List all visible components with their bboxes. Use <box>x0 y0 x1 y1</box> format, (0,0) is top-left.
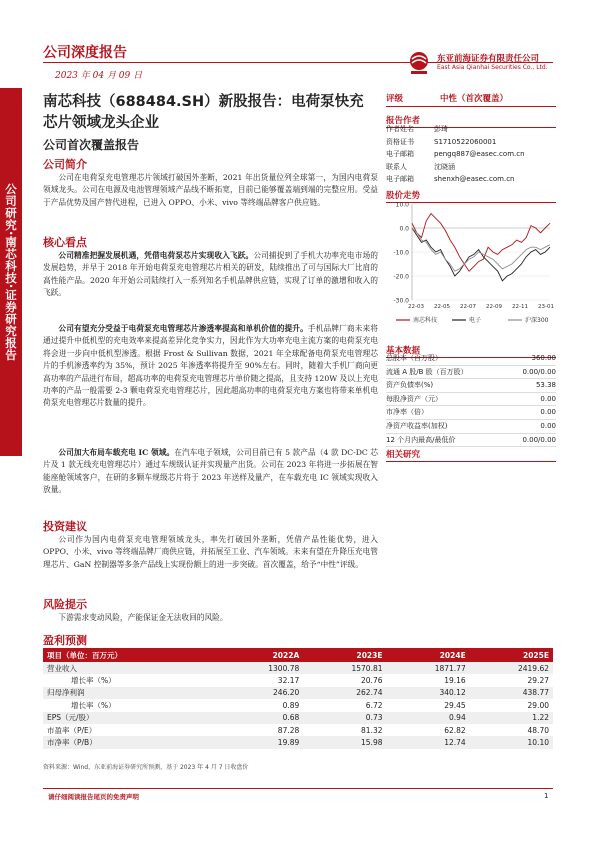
basic-data-key: 流通 A 股/B 股（百万股） <box>386 367 468 376</box>
basic-data-key: 净资产收益率(加权) <box>386 421 448 430</box>
basic-data-value: 0.00/0.00 <box>522 367 556 376</box>
forecast-cell: 29.00 <box>527 700 549 710</box>
table-row <box>43 674 553 686</box>
chart-series-line <box>412 214 550 272</box>
forecast-cell: 81.32 <box>361 725 383 735</box>
risk-paragraph: 下游需求变动风险，产能保证金无法收回的风险。 <box>58 613 228 622</box>
rating-label: 评级 <box>386 94 404 104</box>
chart-y-tick-label: -30.0 <box>393 297 409 305</box>
basic-data-key: 资产负债率(%) <box>386 381 434 390</box>
forecast-cell: 2419.62 <box>470 662 553 674</box>
author-value: shenxh@easec.com.cn <box>434 175 515 184</box>
basic-data-value: 0.00 <box>540 394 556 403</box>
forecast-cell: 6.72 <box>365 700 383 710</box>
basic-data-value: 0.00/0.00 <box>522 435 556 444</box>
chart-series-line <box>412 228 550 271</box>
basic-data-value: 0.00 <box>540 421 556 430</box>
forecast-cell: 0.94 <box>387 712 470 724</box>
author-value: 彭琦 <box>434 125 448 133</box>
forecast-cell: 87.28 <box>277 725 300 735</box>
price-trend-title: 股价走势 <box>386 191 421 201</box>
basic-data-row <box>386 393 556 407</box>
forecast-row-label: 增长率（%） <box>71 700 116 710</box>
forecast-row-label: 归母净利润 <box>43 687 220 699</box>
forecast-cell: 10.10 <box>470 736 553 748</box>
forecast-cell: 0.89 <box>282 700 300 710</box>
forecast-cell: 62.82 <box>444 725 466 735</box>
forecast-row-label: 市净率（P/B） <box>43 736 220 748</box>
company-name-cn: 东亚前海证券有限责任公司 <box>437 54 540 64</box>
basic-data-key: 每股净资产（元） <box>386 394 442 403</box>
basic-data-row <box>386 420 556 434</box>
chart-x-tick-label: 22-11 <box>512 304 528 310</box>
basic-data-value: 53.38 <box>535 381 556 390</box>
forecast-header-cell: 2024E <box>387 648 470 662</box>
author-value: pengq887@easec.com.cn <box>434 150 525 159</box>
footer-divider <box>43 788 553 789</box>
forecast-cell: 438.77 <box>470 687 553 699</box>
intro-paragraph: 公司在电荷泵充电管理芯片领域打破国外垄断，2021 年出货量位列全球第一，为国内电荷泵领域龙头。公司在电源及电池管理领域产品线不断拓宽，目前已能够覆盖端到端的完整应用。受益于产品优势及国产替代进程，已进入 OPPO、小米、vivo 等终端品牌客户供应链。 <box>43 173 378 207</box>
rating-row <box>386 92 556 107</box>
invest-heading: 投资建议 <box>43 520 87 533</box>
core-paragraph-2 <box>43 323 378 410</box>
forecast-row-label: 市盈率（P/E） <box>47 725 97 735</box>
sidebar-vertical-banner: 公司研究·南芯科技·证券研究报告 <box>0 88 22 456</box>
forecast-header-cell: 项目（单位：百万元） <box>43 648 220 662</box>
forecast-cell: 1.22 <box>470 712 553 724</box>
basic-data-row <box>386 352 556 366</box>
author-key: 电子邮箱 <box>386 150 414 159</box>
table-row <box>43 736 553 748</box>
table-row <box>43 712 553 724</box>
table-row <box>43 699 553 711</box>
author-key: 电子邮箱 <box>386 175 414 184</box>
author-key: 资格证书 <box>386 137 414 146</box>
table-row <box>43 662 553 674</box>
chart-y-tick-label: 0.0 <box>399 225 409 233</box>
chart-y-tick-label: 10.0 <box>395 201 409 209</box>
forecast-cell: 1570.81 <box>303 662 386 674</box>
author-row <box>386 136 556 149</box>
basic-data-title: 基本数据 <box>386 346 421 356</box>
author-key: 联系人 <box>386 162 407 171</box>
intro-heading: 公司简介 <box>43 158 87 171</box>
chart-series-line <box>412 228 550 281</box>
forecast-cell: 15.98 <box>303 736 386 748</box>
core-p2-body: 手机品牌厂商未来将通过提升中低机型的充电效率来提高差异化竞争实力，因此作为大功率充电主流方案的电荷泵充电将会进一步向中低机型渗透。根据 Frost & Sullivan 数据，2021 年全球配备电荷泵充电管理芯片的手机渗透率约为 35%，预计 2025 年渗透率将提升至 90%左右。同时，随着大手机厂商向更高功率的产品进行布局，超高功率的电荷泵充电管理芯片单价随之提高，且支持 120W 及以上充电功率的产品一般需要 2-3 颗电荷泵充电管理芯片，因此超高功率的电荷泵充电方案也将带来单机电荷泵充电管理芯片数量的提升。 <box>43 324 378 408</box>
table-row <box>43 724 553 736</box>
author-row <box>386 123 556 136</box>
core-p1-body: 公司捕捉到了手机大功率充电市场的发展趋势，并早于 2018 年开始电荷泵充电管理芯片相关的研发，陆续推出了可与国际大厂比肩的高性能产品。2020 年开始公司陆续打入一系列知名手机品牌供应链，实现了订单的激增和收入的飞跃。 <box>43 251 378 298</box>
price-trend-chart <box>386 198 556 330</box>
section-header-title: 公司深度报告 <box>43 45 127 61</box>
core-heading: 核心看点 <box>43 236 87 249</box>
basic-data-row <box>386 366 556 380</box>
chart-legend-label: 电子 <box>469 317 482 324</box>
basic-data-key: 市净率（倍） <box>386 408 428 417</box>
basic-data-value: 0.00 <box>540 408 556 417</box>
forecast-cell: 340.12 <box>387 687 470 699</box>
forecast-table <box>43 648 553 749</box>
core-p2-lead: 公司有望充分受益于电荷泵充电管理芯片渗透率提高和单机价值的提升。 <box>58 324 308 333</box>
forecast-heading: 盈利预测 <box>43 634 87 647</box>
basic-data-row <box>386 379 556 393</box>
table-row <box>43 687 553 699</box>
forecast-cell: 0.68 <box>220 712 303 724</box>
footer-disclaimer: 请仔细阅读报告尾页的免责声明 <box>48 793 139 801</box>
author-value: 沈晓涵 <box>434 162 455 171</box>
forecast-table-header <box>43 648 553 662</box>
chart-x-tick-label: 23-01 <box>538 304 554 310</box>
forecast-cell: 29.27 <box>527 676 549 686</box>
forecast-cell: 12.74 <box>387 736 470 748</box>
report-subtitle: 公司首次覆盖报告 <box>43 138 140 152</box>
forecast-header-cell: 2025E <box>470 648 553 662</box>
page-number: 1 <box>544 792 549 800</box>
chart-x-tick-label: 22-03 <box>408 304 424 310</box>
chart-x-tick-label: 22-05 <box>434 304 450 310</box>
forecast-cell: 262.74 <box>303 687 386 699</box>
forecast-cell: 1871.77 <box>387 662 470 674</box>
forecast-cell: 1300.78 <box>220 662 303 674</box>
invest-paragraph: 公司作为国内电荷泵充电管理领域龙头，率先打破国外垄断，凭借产品性能优势，进入 OPPO、小米、vivo 等终端品牌厂商供应链，并拓展至工业、汽车领域。未来有望在升降压充电管理芯片、GaN 控制器等多条产品线上实现份额上的进一步突破。首次覆盖，给予“中性”评级。 <box>43 535 378 569</box>
chart-x-tick-label: 22-09 <box>486 304 502 310</box>
basic-data-row <box>386 406 556 420</box>
forecast-header-cell: 2023E <box>303 648 386 662</box>
forecast-cell: 246.20 <box>220 687 303 699</box>
chart-legend-label: 南芯科技 <box>413 317 438 324</box>
chart-y-tick-label: -10.0 <box>393 249 409 257</box>
basic-data-value: 360.00 <box>531 354 556 362</box>
chart-x-tick-label: 22-07 <box>460 304 476 310</box>
author-title: 报告作者 <box>386 116 421 126</box>
chart-y-tick-label: -20.0 <box>393 273 409 281</box>
forecast-cell: 20.76 <box>361 676 383 686</box>
data-source-note: 资料来源：Wind，东亚前海证券研究所预测，基于 2023 年 4 月 7 日收盘价 <box>43 764 249 771</box>
forecast-cell: 19.89 <box>220 736 303 748</box>
basic-data-list <box>386 352 556 447</box>
risk-heading: 风险提示 <box>43 598 87 611</box>
forecast-row-label: EPS（元/股） <box>43 712 220 724</box>
chart-legend-label: 沪深300 <box>525 317 549 324</box>
forecast-row-label: 营业收入 <box>43 662 220 674</box>
forecast-header-cell: 2022A <box>220 648 303 662</box>
report-title: 南芯科技（688484.SH）新股报告：电荷泵快充芯片领域龙头企业 <box>43 94 364 131</box>
related-heading <box>386 442 556 462</box>
basic-data-key: 12 个月内最高/最低价 <box>386 435 456 444</box>
author-row <box>386 148 556 161</box>
forecast-row-label: 增长率（%） <box>71 676 116 686</box>
core-paragraph-1 <box>43 250 378 300</box>
core-p3-body: 在汽车电子领域，公司目前已有 5 款产品（4 款 DC-DC 芯片及 1 款无线充电管理芯片）通过车规级认证并实现量产出货。公司在 2023 年将进一步拓展在智能座舱领域客户，在研的多颗车规级芯片将于 2023 年送样及量产，在车载充电 IC 领域实现收入放量。 <box>43 448 378 495</box>
forecast-cell: 19.16 <box>444 676 466 686</box>
core-p3-lead: 公司加大布局车载充电 IC 领域。 <box>58 448 175 457</box>
related-title: 相关研究 <box>386 450 421 460</box>
report-date: 2023 年 04 月 09 日 <box>55 71 143 81</box>
forecast-cell: 0.73 <box>303 712 386 724</box>
basic-data-key: 总股本（百万股） <box>386 354 442 362</box>
core-p1-lead: 公司精准把握发展机遇，凭借电荷泵芯片实现收入飞跃。 <box>58 251 254 260</box>
forecast-cell: 29.45 <box>444 700 466 710</box>
core-paragraph-3 <box>43 447 378 497</box>
rating-value: 中性（首次覆盖） <box>440 94 509 104</box>
author-value: S1710522060001 <box>434 137 497 146</box>
company-name-en: East Asia Qianhai Securities Co., Ltd. <box>437 64 548 71</box>
author-row <box>386 161 556 174</box>
company-logo-icon <box>404 50 434 76</box>
author-list <box>386 123 556 186</box>
author-key: 作者姓名 <box>386 125 414 133</box>
forecast-cell: 48.70 <box>527 725 549 735</box>
forecast-cell: 32.17 <box>277 676 300 686</box>
